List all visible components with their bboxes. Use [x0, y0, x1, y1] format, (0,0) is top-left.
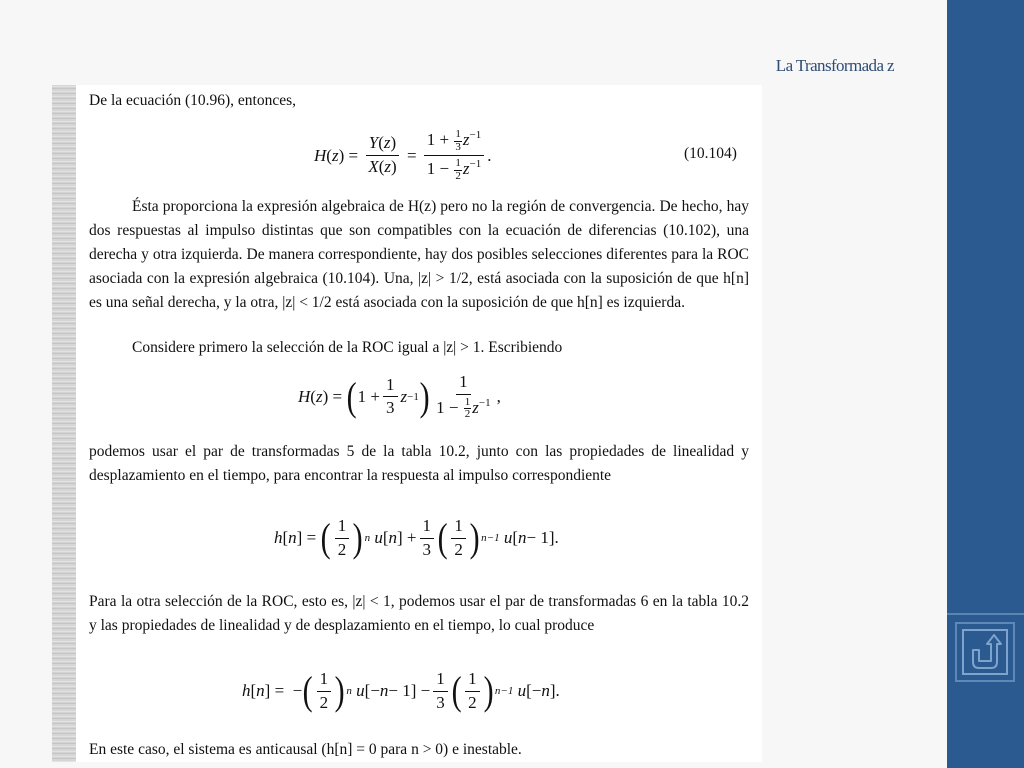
equation-number: (10.104)	[684, 145, 737, 162]
scanned-page	[52, 85, 762, 762]
paragraph-transform-pair-5: podemos usar el par de transformadas 5 de la tabla 10.2, junto con las propiedades de linealidad y desplazamiento en el tiempo, para encontrar la respuesta al impulso correspondiente	[89, 443, 749, 484]
paragraph-intro: De la ecuación (10.96), entonces,	[89, 92, 297, 109]
u-turn-back-icon	[961, 628, 1009, 676]
scan-binding-edge	[52, 85, 76, 762]
paragraph-roc: Ésta proporciona la expresión algebraica de H(z) pero no la región de convergencia. De hecho, hay dos respuestas al impulso distintas que son compatibles con la ecuación de diferencias (10.102), una derecha y otra izquierda. De manera correspondiente, hay dos posibles selecciones diferentes para la ROC asociada con la expresión algebraica (10.104). Una, |z| > 1/2, está asociada con la suposición de que h[n] es una señal derecha, y la otra, |z| < 1/2 está asociada con la suposición de que h[n] es izquierda.	[89, 198, 749, 311]
paragraph-transform-pair-6: Para la otra selección de la ROC, esto es, |z| < 1, podemos usar el par de transformadas 6 en la tabla 10.2 y las propiedades de linealidad y de desplazamiento en el tiempo, lo cual produce	[89, 593, 749, 634]
equation-h-n-left: h [ n ] = − ( $\frac{1}{2}$ ) n u [− n − 1] − $\frac{1}{3}$ ( $\frac{1}{2}$ ) n−1 u [− n ].	[242, 668, 560, 714]
band-divider	[947, 613, 1024, 615]
paragraph-considere: Considere primero la selección de la ROC igual a |z| > 1. Escribiendo	[132, 339, 563, 356]
slide-title: La Transformada z	[775, 56, 894, 75]
back-button[interactable]	[955, 622, 1015, 682]
equation-h-n-right: h [ n ] = ( $\frac{1}{2}$ ) n u [ n ] + $\frac{1}{3}$ ( $\frac{1}{2}$ ) n−1 u [ n − 1].	[274, 515, 559, 561]
equation-h-z-factored: H ( z ) = ( 1 + $\frac{1}{3}$ z −1 ) 1 1 − $\frac{1}{2}$ $z^{-1}$ ,	[298, 372, 501, 421]
equation-h-z: H ( z ) = $\frac{Y(z)}{X(z)}$ = 1 + $\frac{1}{3}$ $z^{-1}$ 1 − $\frac{1}{2}$ $z^{-1}$ .	[314, 128, 492, 182]
paragraph-conclusion: En este caso, el sistema es anticausal (h[n] = 0 para n > 0) e inestable.	[89, 741, 522, 758]
